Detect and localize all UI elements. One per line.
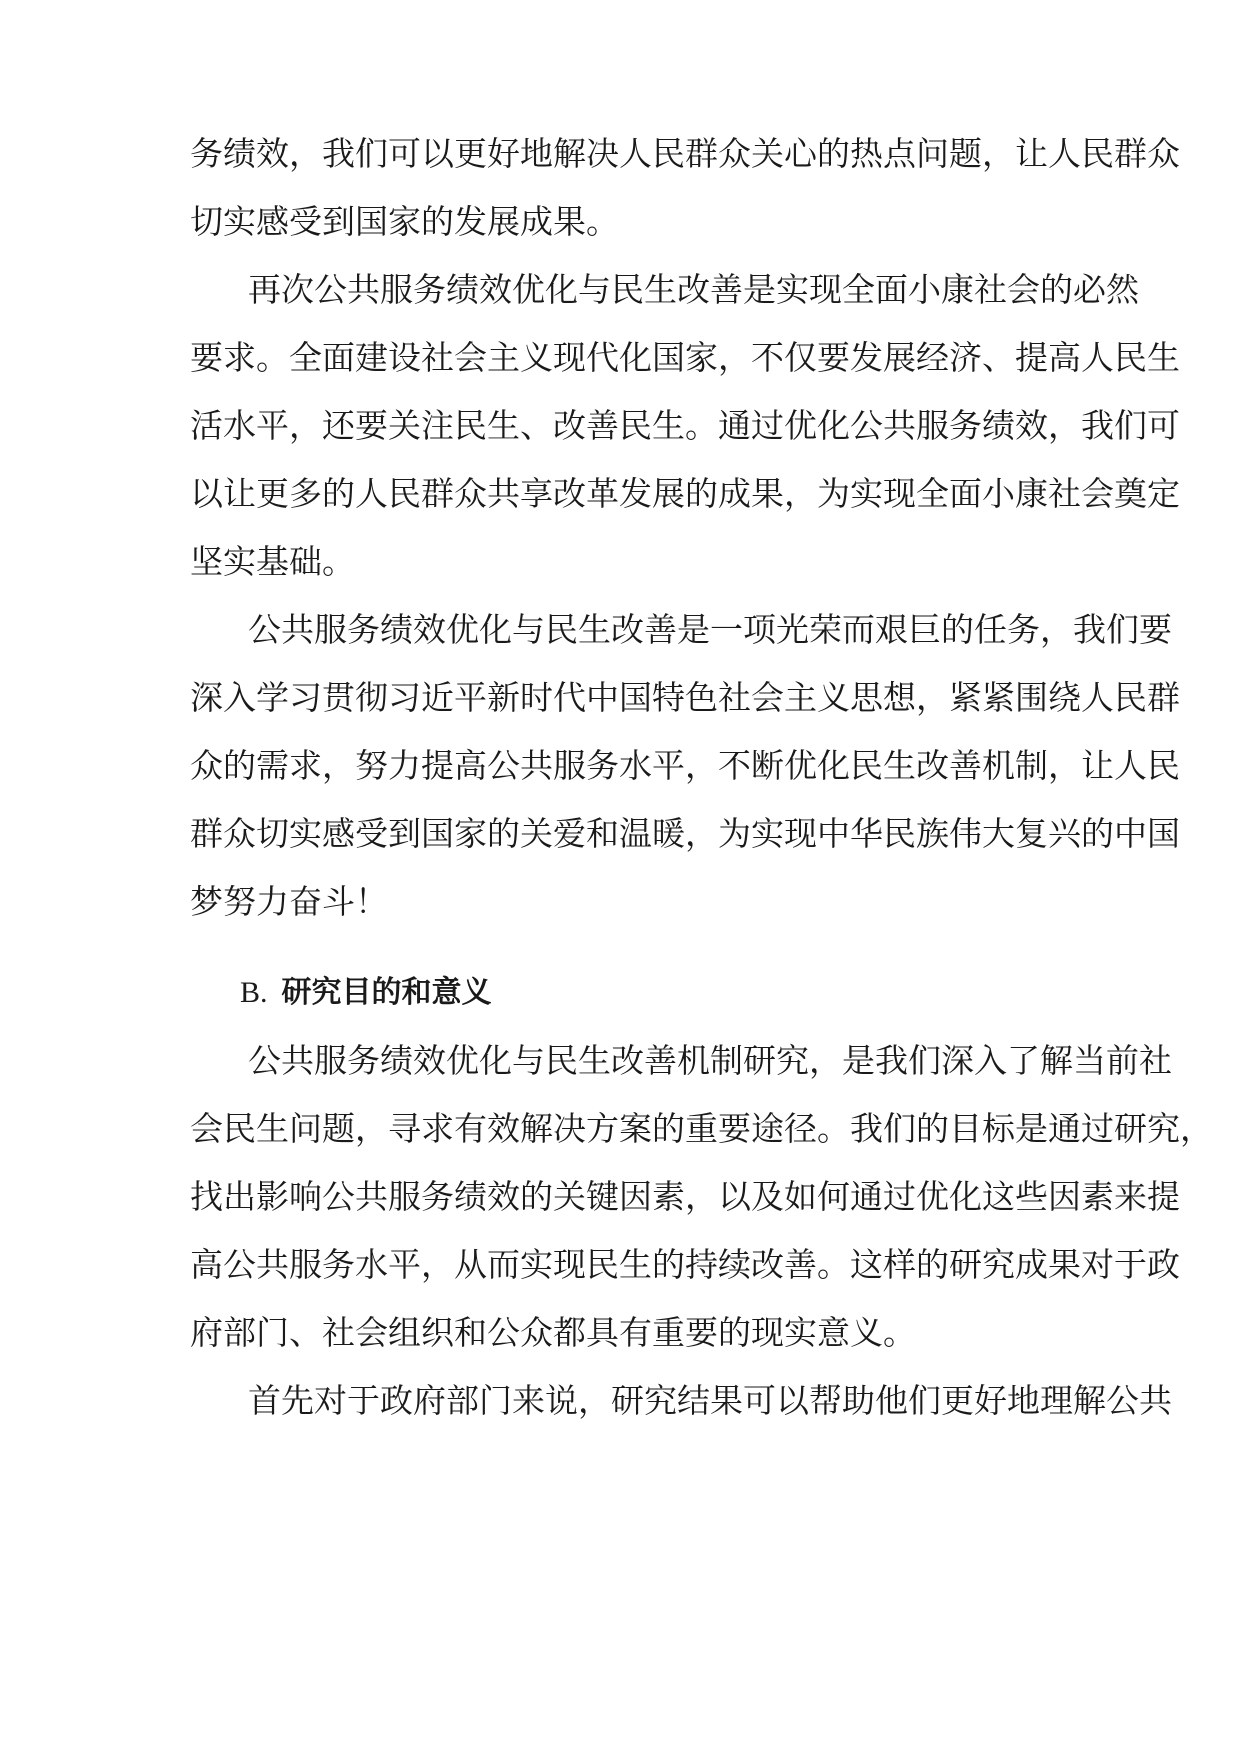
text-line: 众的需求，努力提高公共服务水平，不断优化民生改善机制，让人民 bbox=[190, 746, 1180, 785]
section-heading bbox=[240, 973, 492, 1013]
text-line: 找出影响公共服务绩效的关键因素，以及如何通过优化这些因素来提 bbox=[190, 1177, 1180, 1216]
section-title: 研究目的和意义 bbox=[281, 975, 492, 1010]
text-line: 府部门、社会组织和公众都具有重要的现实意义。 bbox=[190, 1313, 916, 1352]
text-line: 高公共服务水平，从而实现民生的持续改善。这样的研究成果对于政 bbox=[190, 1245, 1180, 1284]
text-line: 群众切实感受到国家的关爱和温暖，为实现中华民族伟大复兴的中国 bbox=[190, 814, 1180, 853]
section-number: B. bbox=[240, 976, 268, 1009]
text-line: 要求。全面建设社会主义现代化国家，不仅要发展经济、提高人民生 bbox=[190, 338, 1180, 377]
text-line: 深入学习贯彻习近平新时代中国特色社会主义思想，紧紧围绕人民群 bbox=[190, 678, 1180, 717]
text-line: 梦努力奋斗！ bbox=[190, 882, 388, 921]
text-line: 公共服务绩效优化与民生改善机制研究，是我们深入了解当前社 bbox=[248, 1041, 1172, 1080]
text-line: 会民生问题，寻求有效解决方案的重要途径。我们的目标是通过研究， bbox=[190, 1109, 1213, 1148]
text-line: 公共服务绩效优化与民生改善是一项光荣而艰巨的任务，我们要 bbox=[248, 610, 1172, 649]
text-line: 务绩效，我们可以更好地解决人民群众关心的热点问题，让人民群众 bbox=[190, 134, 1180, 173]
text-line: 活水平，还要关注民生、改善民生。通过优化公共服务绩效，我们可 bbox=[190, 406, 1180, 445]
text-line: 再次公共服务绩效优化与民生改善是实现全面小康社会的必然 bbox=[248, 270, 1139, 309]
text-line: 首先对于政府部门来说，研究结果可以帮助他们更好地理解公共 bbox=[248, 1381, 1172, 1420]
text-line: 坚实基础。 bbox=[190, 542, 355, 581]
text-line: 切实感受到国家的发展成果。 bbox=[190, 202, 619, 241]
text-line: 以让更多的人民群众共享改革发展的成果，为实现全面小康社会奠定 bbox=[190, 474, 1180, 513]
